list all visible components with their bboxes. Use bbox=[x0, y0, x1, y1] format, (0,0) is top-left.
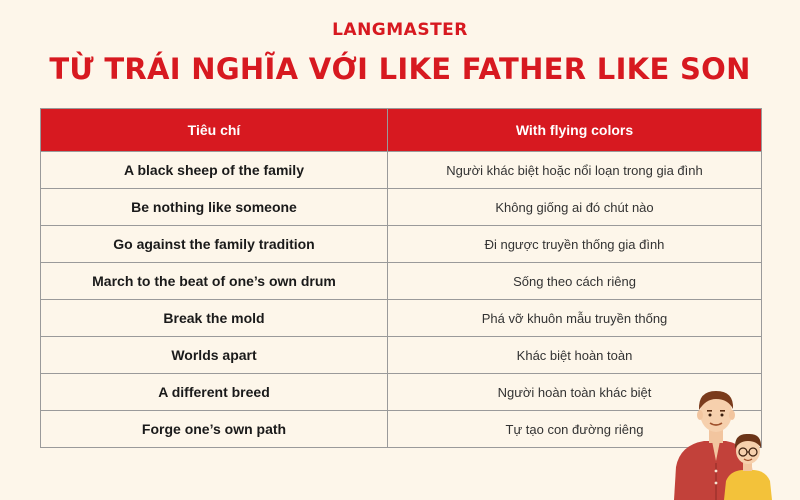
column-header-criteria: Tiêu chí bbox=[41, 109, 388, 152]
vocabulary-table bbox=[40, 108, 762, 448]
column-header-meaning: With flying colors bbox=[388, 109, 762, 152]
idiom-cell: Worlds apart bbox=[41, 337, 388, 374]
table-row bbox=[41, 226, 762, 263]
table-row bbox=[41, 337, 762, 374]
table-header-row bbox=[41, 109, 762, 152]
meaning-cell: Đi ngược truyền thống gia đình bbox=[388, 226, 762, 263]
idiom-cell: March to the beat of one’s own drum bbox=[41, 263, 388, 300]
father-and-son-illustration bbox=[668, 385, 800, 500]
meaning-cell: Không giống ai đó chút nào bbox=[388, 189, 762, 226]
table-row bbox=[41, 374, 762, 411]
meaning-cell: Tự tạo con đường riêng bbox=[388, 411, 762, 448]
brand-logo: LANGMASTER bbox=[332, 20, 468, 40]
meaning-cell: Người hoàn toàn khác biệt bbox=[388, 374, 762, 411]
meaning-cell: Phá vỡ khuôn mẫu truyền thống bbox=[388, 300, 762, 337]
table-row bbox=[41, 411, 762, 448]
idiom-cell: A different breed bbox=[41, 374, 388, 411]
table-row bbox=[41, 300, 762, 337]
idiom-cell: Break the mold bbox=[41, 300, 388, 337]
meaning-cell: Khác biệt hoàn toàn bbox=[388, 337, 762, 374]
table-row bbox=[41, 152, 762, 189]
table-row bbox=[41, 189, 762, 226]
idiom-cell: Forge one’s own path bbox=[41, 411, 388, 448]
table-row bbox=[41, 263, 762, 300]
idiom-cell: Go against the family tradition bbox=[41, 226, 388, 263]
idiom-cell: A black sheep of the family bbox=[41, 152, 388, 189]
meaning-cell: Người khác biệt hoặc nổi loạn trong gia đình bbox=[388, 152, 762, 189]
page-title: TỪ TRÁI NGHĨA VỚI LIKE FATHER LIKE SON bbox=[49, 52, 751, 86]
meaning-cell: Sống theo cách riêng bbox=[388, 263, 762, 300]
idiom-cell: Be nothing like someone bbox=[41, 189, 388, 226]
